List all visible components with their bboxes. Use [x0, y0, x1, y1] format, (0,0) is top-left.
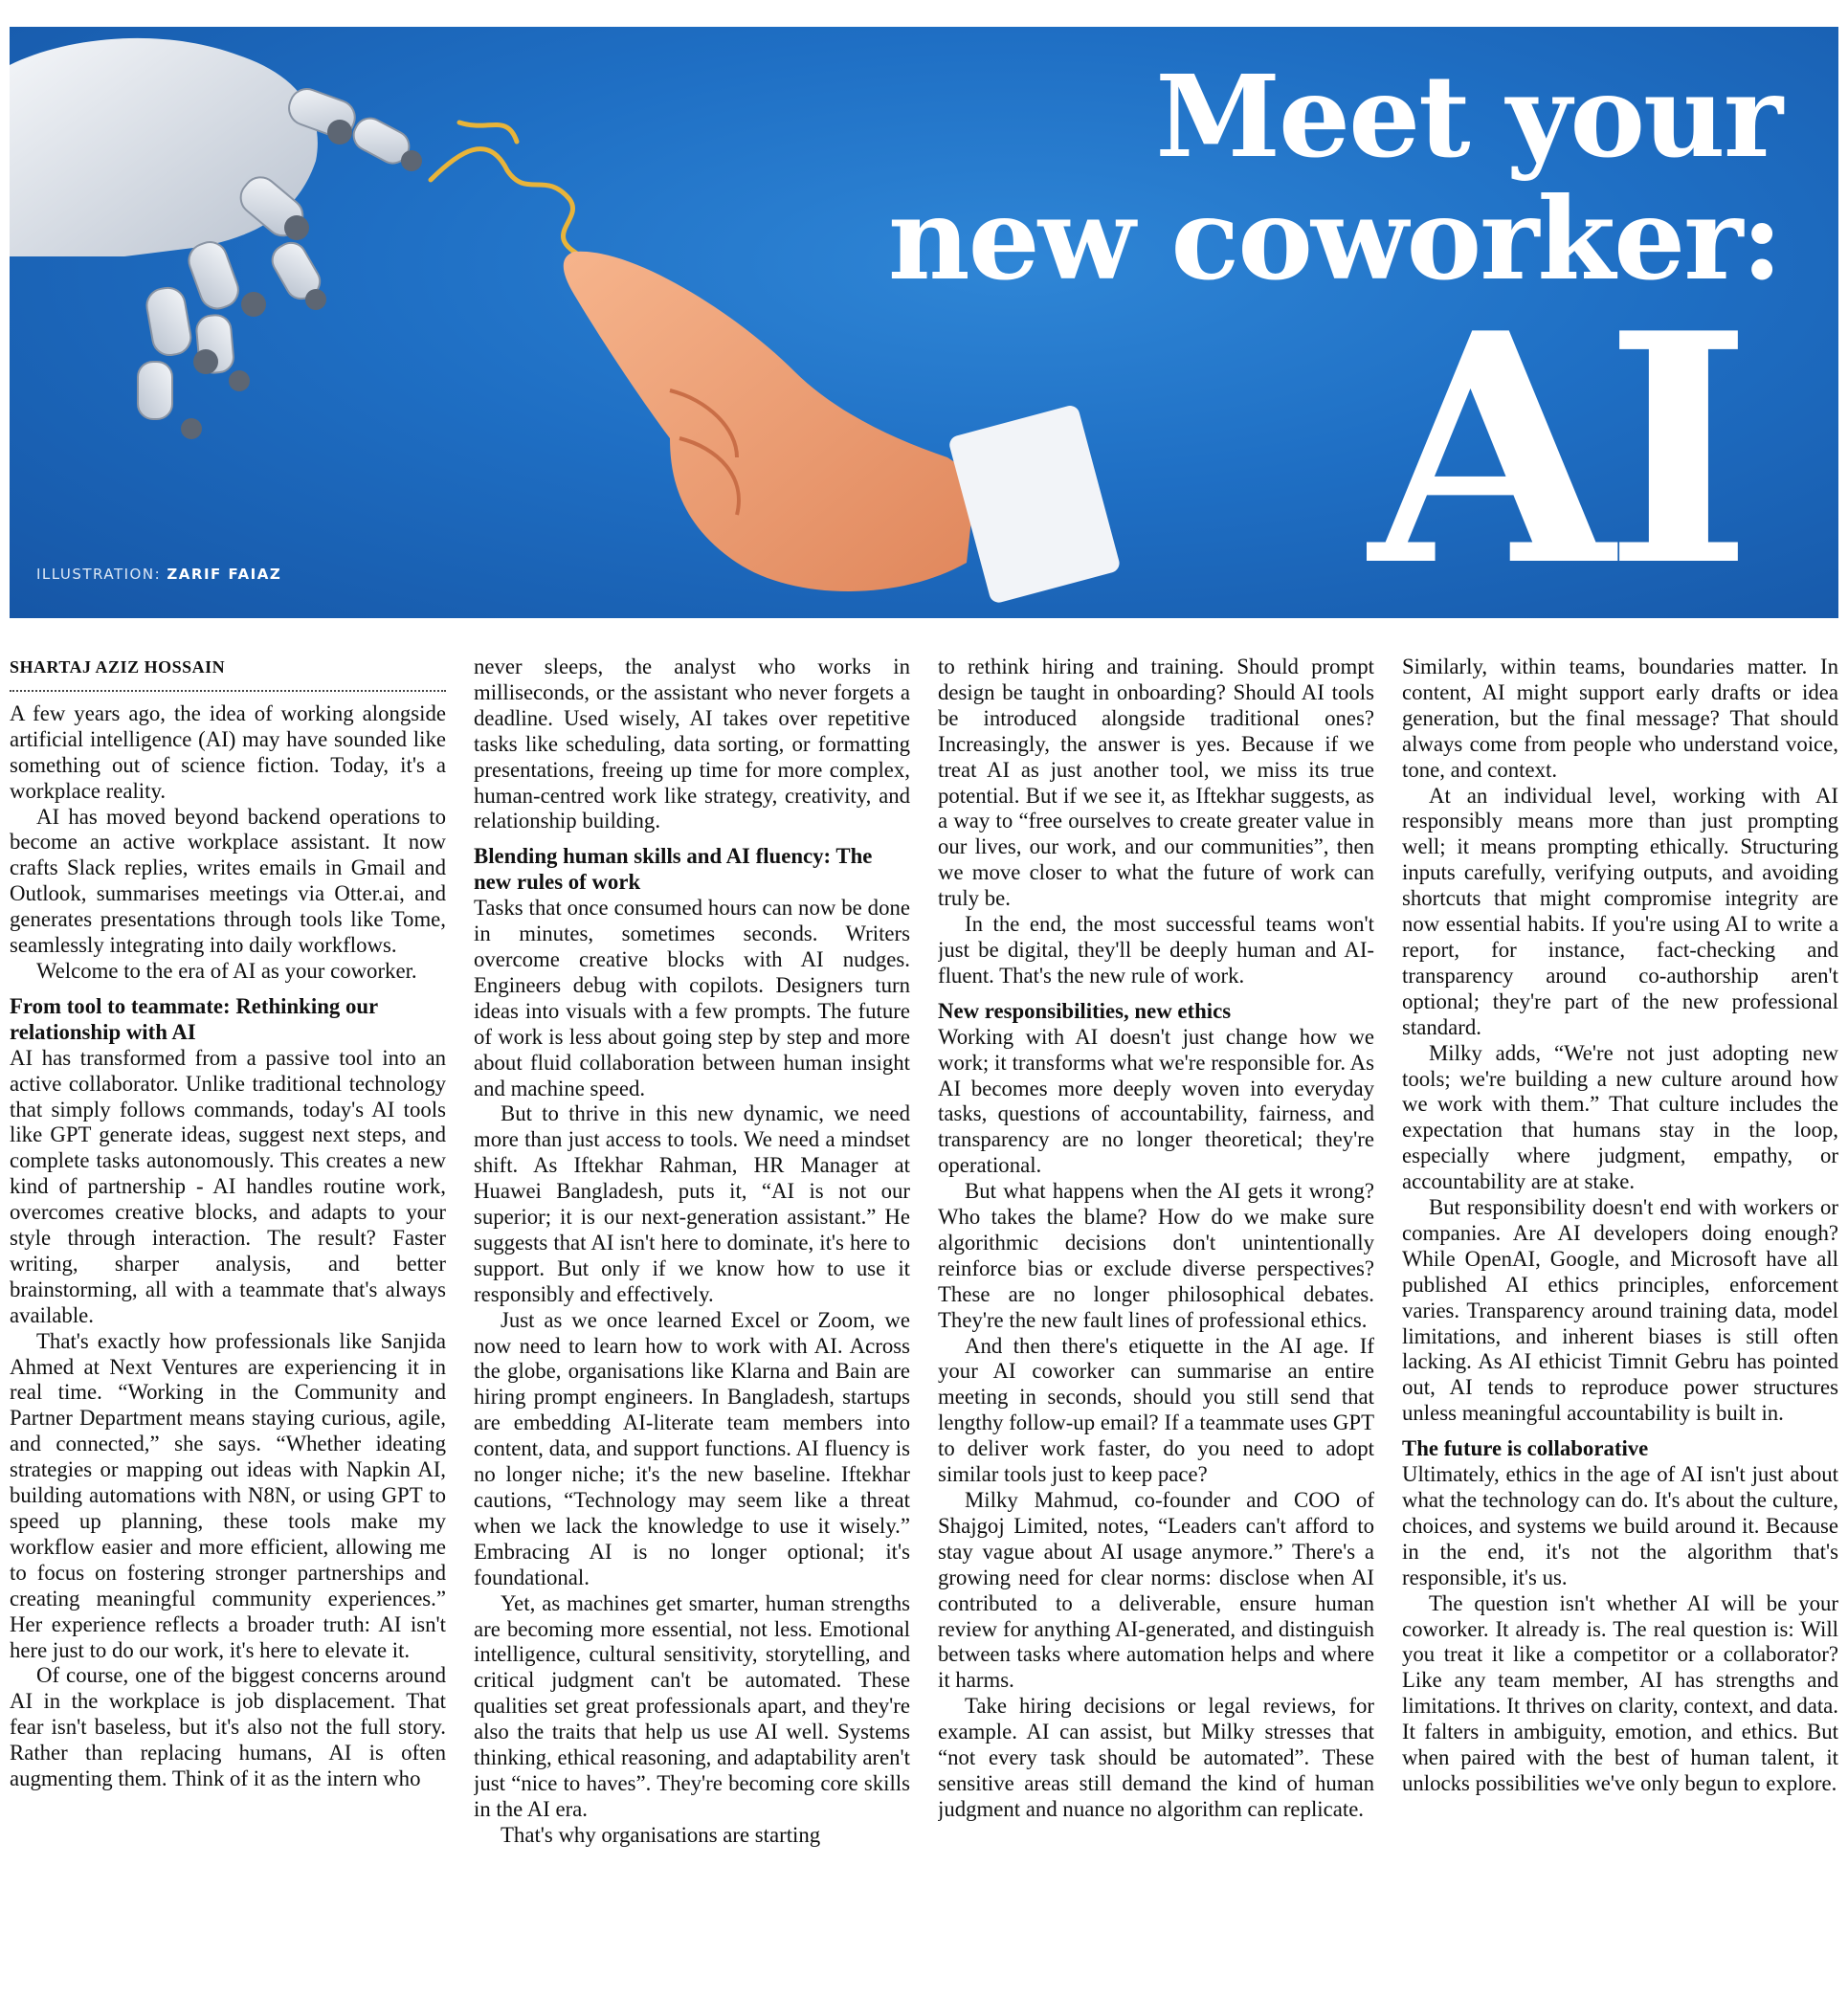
- paragraph: But responsibility doesn't end with workers or companies. Are AI developers doing enough? While OpenAI, Google, and Microsoft have all published AI ethics principles, enforcement varies. Transparency around training data, model limitations, and inherent biases is still often lacking. As AI ethicist Timnit Gebru has pointed out, AI tends to reproduce power structures unless meaningful accountability is built in.: [1402, 1195, 1838, 1426]
- paragraph: The question isn't whether AI will be your coworker. It already is. The real question is: Will you treat it like a competitor or a collaborator? Like any team member, AI has strengths and limitations. It thrives on clarity, context, and data. It falters in ambiguity, emotion, and ethics. But when paired with the best of human talent, it unlocks possibilities we've only begun to explore.: [1402, 1590, 1838, 1795]
- article-body: [10, 655, 1838, 1994]
- paragraph: Milky adds, “We're not just adopting new tools; we're building a new culture around how we work with them.” That culture includes the expectation that humans stay in the loop, especially where judgment, empathy, or accountability are at stake.: [1402, 1040, 1838, 1194]
- paragraph: Take hiring decisions or legal reviews, for example. AI can assist, but Milky stresses that “not every task should be automated”. These sensitive areas still demand the kind of human judgment and nuance no algorithm can replicate.: [938, 1694, 1374, 1821]
- paragraph: Milky Mahmud, co-founder and COO of Shajgoj Limited, notes, “Leaders can't afford to stay vague about AI usage anymore.” There's a growing need for clear norms: disclose when AI contributed to a deliverable, ensure human review for anything AI-generated, and distinguish between tasks where automation helps and where it harms.: [938, 1488, 1374, 1693]
- article-column-2: [474, 655, 910, 1994]
- credit-name: ZARIF FAIAZ: [167, 566, 282, 583]
- paragraph: And then there's etiquette in the AI age. If your AI coworker can summarise an entire meeting in seconds, should you still send that lengthy follow-up email? If a teammate uses GPT to deliver work faster, do you need to adopt similar tools just to keep pace?: [938, 1333, 1374, 1487]
- article-column-1: [10, 655, 446, 1994]
- paragraph: A few years ago, the idea of working alongside artificial intelligence (AI) may have sounded like something out of science fiction. Today, it's a workplace reality.: [10, 700, 446, 803]
- section-heading: From tool to teammate: Rethinking our relationship with AI: [10, 993, 378, 1044]
- headline-line-3: AI: [1369, 264, 1743, 618]
- paragraph: Tasks that once consumed hours can now be done in minutes, sometimes seconds. Writers overcome creative blocks with AI nudges. Engineers debug with copilots. Designers turn ideas into visuals with a few prompts. The future of work is less about going step by step and more about fluid collaboration between human insight and machine speed.: [474, 896, 910, 1100]
- paragraph: Just as we once learned Excel or Zoom, we now need to learn how to work with AI. Across the globe, organisations like Klarna and Bain are hiring prompt engineers. In Bangladesh, startups are embedding AI-literate team members into content, data, and support functions. AI fluency is no longer niche; it's the new baseline. Iftekhar cautions, “Technology may seem like a threat when we lack the knowledge to use it wisely.” Embracing AI is no longer optional; it's foundational.: [474, 1307, 910, 1589]
- credit-label: ILLUSTRATION:: [36, 566, 162, 583]
- section-heading: The future is collaborative: [1402, 1436, 1649, 1461]
- section-heading: Blending human skills and AI fluency: The new rules of work: [474, 844, 873, 895]
- paragraph: At an individual level, working with AI responsibly means more than just prompting well; it means prompting ethically. Structuring inputs carefully, verifying outputs, and avoiding shortcuts that might compromise integrity are now essential habits. If you're using AI to write a report, for instance, fact-checking and transparency around co-authorship aren't optional; they're part of the new professional standard.: [1402, 783, 1838, 1039]
- paragraph: never sleeps, the analyst who works in milliseconds, or the assistant who never forgets a deadline. Used wisely, AI takes over repetitive tasks like scheduling, data sorting, or formatting presentations, freeing up time for more complex, human-centred work like strategy, creativity, and relationship building.: [474, 655, 910, 833]
- paragraph: AI has moved beyond backend operations to become an active workplace assistant. It now crafts Slack replies, writes emails in Gmail and Outlook, summarises meetings via Otter.ai, and generates presentations through tools like Tome, seamlessly integrating into daily workflows.: [10, 804, 446, 958]
- paragraph: Ultimately, ethics in the age of AI isn't just about what the technology can do. It's about the culture, choices, and systems we build around it. Because in the end, it's not the algorithm that's responsible, it's us.: [1402, 1462, 1838, 1589]
- headline: [805, 50, 1781, 618]
- paragraph: That's why organisations are starting: [501, 1822, 821, 1847]
- paragraph: Similarly, within teams, boundaries matter. In content, AI might support early drafts or idea generation, but the final message? That should always come from people who understand voice, tone, and context.: [1402, 655, 1838, 782]
- headline-line-1: Meet your: [1155, 50, 1781, 183]
- headline-line-2: new coworker:: [887, 172, 1781, 305]
- paragraph: But to thrive in this new dynamic, we need more than just access to tools. We need a mindset shift. As Iftekhar Rahman, HR Manager at Huawei Bangladesh, puts it, “AI is not our superior; it is our next-generation assistant.” He suggests that AI isn't here to dominate, it's here to support. But only if we know how to use it responsibly and effectively.: [474, 1101, 910, 1306]
- section-heading: New responsibilities, new ethics: [938, 998, 1232, 1023]
- paragraph: But what happens when the AI gets it wrong? Who takes the blame? How do we make sure algorithmic decisions don't unintentionally reinforce bias or exclude diverse perspectives? These are no longer philosophical debates. They're the new fault lines of professional ethics.: [938, 1179, 1374, 1332]
- illustration-credit: [36, 566, 281, 583]
- paragraph: Yet, as machines get smarter, human strengths are becoming more essential, not less. Emotional intelligence, cultural sensitivity, storytelling, and critical judgment can't be automated. These qualities set great professionals apart, and they're also the traits that help us use AI well. Systems thinking, ethical reasoning, and adaptability aren't just “nice to haves”. They're becoming core skills in the AI era.: [474, 1590, 910, 1821]
- article-column-4: [1402, 655, 1838, 1994]
- article-column-3: [938, 655, 1374, 1994]
- paragraph: Working with AI doesn't just change how we work; it transforms what we're responsible for. As AI becomes more deeply woven into everyday tasks, questions of accountability, fairness, and transparency are no longer theoretical; they're operational.: [938, 1024, 1374, 1178]
- paragraph: That's exactly how professionals like Sanjida Ahmed at Next Ventures are experiencing it in real time. “Working in the Community and Partner Department means staying curious, agile, and connected,” she says. “Whether ideating strategies or mapping out ideas with Napkin AI, building automations with N8N, or using GPT to speed up planning, these tools make my workflow easier and more efficient, allowing me to focus on fostering stronger partnerships and creating meaningful community experiences.” Her experience reflects a broader truth: AI isn't here just to do our work, it's here to elevate it.: [10, 1328, 446, 1662]
- byline: SHARTAJ AZIZ HOSSAIN: [10, 655, 446, 692]
- paragraph: Welcome to the era of AI as your coworker.: [36, 958, 417, 983]
- paragraph: In the end, the most successful teams won't just be digital, they'll be deeply human and AI-fluent. That's the new rule of work.: [938, 912, 1374, 988]
- paragraph: Of course, one of the biggest concerns around AI in the workplace is job displacement. That fear isn't baseless, but it's also not the full story. Rather than replacing humans, AI is often augmenting them. Think of it as the intern who: [10, 1663, 446, 1791]
- paragraph: to rethink hiring and training. Should prompt design be taught in onboarding? Should AI tools be introduced alongside traditional ones? Increasingly, the answer is yes. Because if we treat AI as just another tool, we miss its true potential. But if we see it, as Iftekhar suggests, as a way to “free ourselves to create greater value in our lives, our work, and our communities”, then we move closer to what the future of work can truly be.: [938, 655, 1374, 911]
- paragraph: AI has transformed from a passive tool into an active collaborator. Unlike traditional technology that simply follows commands, today's AI tools like GPT generate ideas, suggest next steps, and complete tasks autonomously. This creates a new kind of partnership - AI handles routine work, overcomes creative blocks, and adapts to your style through interaction. The result? Faster writing, sharper analysis, and better brainstorming, all with a teammate that's always available.: [10, 1045, 446, 1327]
- robot-hand-icon: [10, 38, 422, 439]
- hero-illustration: [10, 27, 1838, 618]
